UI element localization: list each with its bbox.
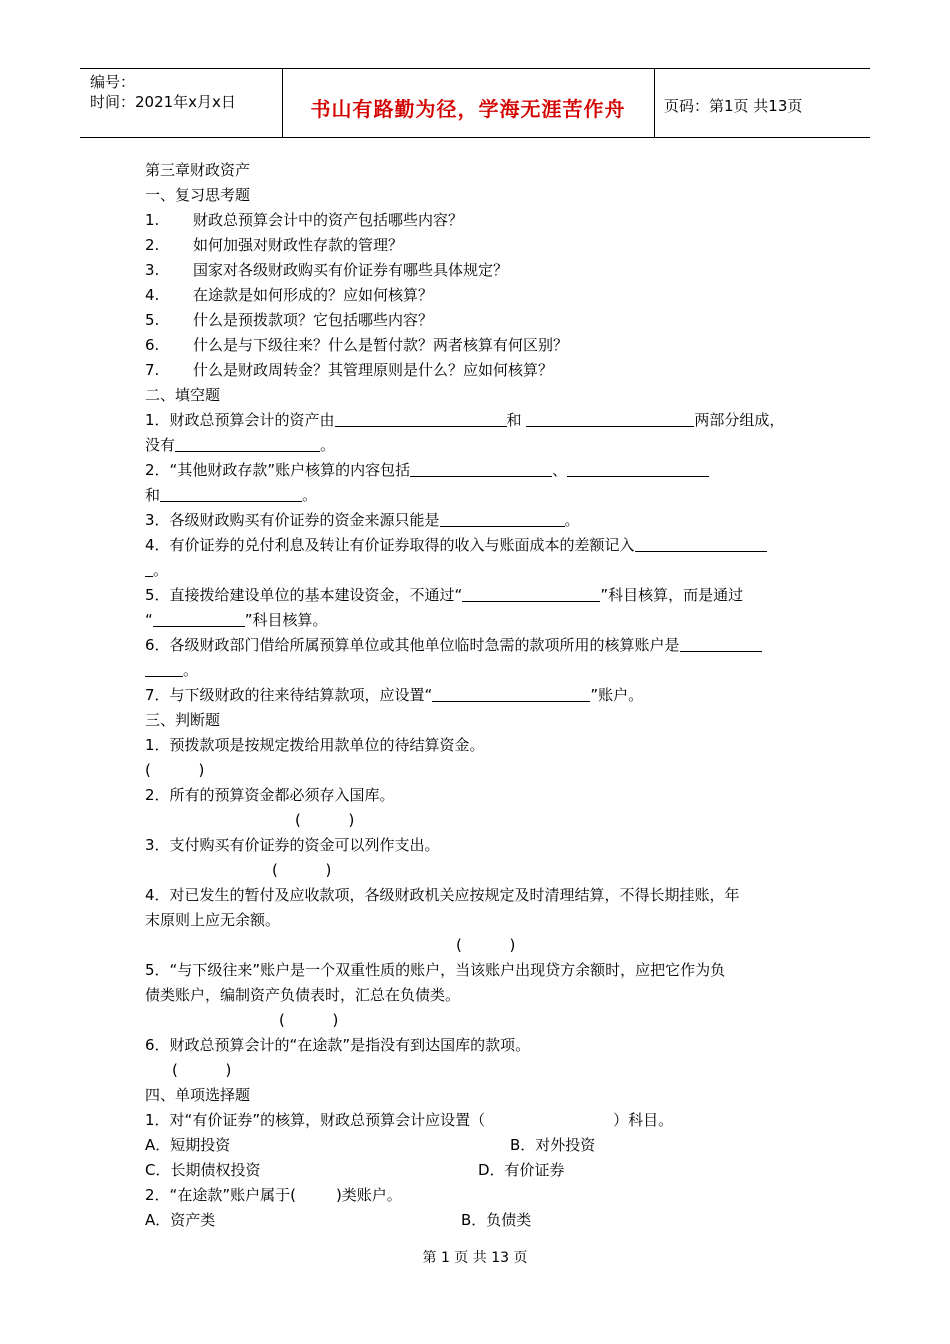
header-meta <box>80 69 283 137</box>
answer-paren[interactable]: ( ) <box>272 861 332 879</box>
fill-question: 4．有价证券的兑付利息及转让有价证券取得的收入与账面成本的差额记入 <box>145 533 825 558</box>
judge-answer <box>145 1008 825 1033</box>
question-text: 什么是与下级往来？什么是暂付款？两者核算有何区别？ <box>193 336 569 354</box>
fill-question-cont: 没有 。 <box>145 436 336 454</box>
option-b[interactable]: B．负债类 <box>461 1211 532 1229</box>
question-number: 3. <box>145 261 160 279</box>
fill-question: 6．各级财政部门借给所属预算单位或其他单位临时急需的款项所用的核算账户是 <box>145 633 825 658</box>
motto-text: 书山有路勤为径，学海无涯苦作舟 <box>310 97 626 121</box>
document-body <box>145 158 825 1233</box>
section-title: 四、单项选择题 <box>145 1086 251 1104</box>
answer-blank[interactable] <box>335 410 507 427</box>
judge-answer <box>145 858 825 883</box>
answer-paren[interactable]: ( ) <box>172 1061 232 1079</box>
answer-blank[interactable] <box>432 685 590 702</box>
option-b[interactable]: B．对外投资 <box>510 1136 596 1154</box>
answer-blank[interactable] <box>680 635 762 652</box>
question-text: 什么是财政周转金？其管理原则是什么？应如何核算？ <box>193 361 554 379</box>
option-a[interactable]: A．资产类 <box>145 1211 216 1229</box>
answer-blank[interactable] <box>567 460 709 477</box>
answer-paren[interactable]: ( ) <box>295 811 355 829</box>
question-number: 5. <box>145 311 160 329</box>
question-item <box>145 208 825 233</box>
answer-blank[interactable] <box>410 460 552 477</box>
question-item <box>145 258 825 283</box>
answer-blank[interactable] <box>153 610 245 627</box>
choice-options <box>145 1133 825 1158</box>
answer-blank[interactable] <box>526 410 694 427</box>
judge-answer <box>145 933 825 958</box>
header-motto <box>282 69 655 137</box>
choice-options <box>145 1208 825 1233</box>
question-text: 国家对各级财政购买有价证券有哪些具体规定？ <box>193 261 509 279</box>
answer-paren[interactable]: ( ) <box>279 1011 339 1029</box>
section-title: 二、填空题 <box>145 386 221 404</box>
option-c[interactable]: C．长期债权投资 <box>145 1161 261 1179</box>
header-page <box>654 69 870 137</box>
answer-blank[interactable] <box>635 535 767 552</box>
choice-question: 2．“在途款”账户属于( )类账户。 <box>145 1186 402 1204</box>
judge-question: 4．对已发生的暂付及应收款项，各级财政机关应按规定及时清理结算，不得长期挂账，年 <box>145 886 740 904</box>
judge-answer <box>145 1058 825 1083</box>
judge-question: 2．所有的预算资金都必须存入国库。 <box>145 786 395 804</box>
fill-question: 7．与下级财政的往来待结算款项，应设置“ ”账户。 <box>145 686 644 704</box>
question-number: 1. <box>145 211 160 229</box>
question-item <box>145 358 825 383</box>
page-footer: 第 1 页 共 13 页 <box>422 1250 528 1266</box>
judge-question-cont: 末原则上应无余额。 <box>145 911 281 929</box>
question-text: 在途款是如何形成的？应如何核算？ <box>193 286 434 304</box>
code-label: 编号： <box>90 73 136 91</box>
option-d[interactable]: D．有价证券 <box>478 1161 565 1179</box>
judge-question: 5．“与下级往来”账户是一个双重性质的账户，当该账户出现贷方余额时，应把它作为负 <box>145 961 726 979</box>
fill-question: 5．直接拨给建设单位的基本建设资金，不通过“ ”科目核算，而是通过 <box>145 586 744 604</box>
fill-question-cont: 。 <box>145 658 825 683</box>
question-number: 4. <box>145 286 160 304</box>
fill-question-cont: 和 。 <box>145 486 318 504</box>
question-item <box>145 308 825 333</box>
answer-paren[interactable]: ( ) <box>145 761 205 779</box>
section-title: 一、复习思考题 <box>145 186 251 204</box>
date-label: 时间：2021年x月x日 <box>90 93 236 111</box>
chapter-title: 第三章财政资产 <box>145 161 251 179</box>
question-number: 6. <box>145 336 160 354</box>
judge-answer <box>145 758 825 783</box>
question-item <box>145 233 825 258</box>
answer-blank[interactable] <box>462 585 600 602</box>
question-item <box>145 333 825 358</box>
judge-question-cont: 债类账户，编制资产负债表时，汇总在负债类。 <box>145 986 461 1004</box>
question-text: 什么是预拨款项？它包括哪些内容？ <box>193 311 434 329</box>
option-a[interactable]: A．短期投资 <box>145 1136 231 1154</box>
answer-blank[interactable] <box>160 485 302 502</box>
page-header <box>80 68 870 138</box>
question-item <box>145 283 825 308</box>
judge-question: 3．支付购买有价证券的资金可以列作支出。 <box>145 836 440 854</box>
question-number: 7. <box>145 361 160 379</box>
answer-paren[interactable]: ( ) <box>456 936 516 954</box>
judge-question: 1．预拨款项是按规定拨给用款单位的待结算资金。 <box>145 736 485 754</box>
answer-blank[interactable] <box>175 435 320 452</box>
question-text: 如何加强对财政性存款的管理？ <box>193 236 404 254</box>
question-number: 2. <box>145 236 160 254</box>
answer-blank[interactable] <box>145 660 183 677</box>
question-text: 财政总预算会计中的资产包括哪些内容？ <box>193 211 464 229</box>
page-info: 页码：第1页 共13页 <box>664 97 803 115</box>
fill-question: 3．各级财政购买有价证券的资金来源只能是 。 <box>145 511 580 529</box>
fill-question: 1．财政总预算会计的资产由 和 两部分组成， <box>145 411 785 429</box>
answer-blank[interactable] <box>440 510 565 527</box>
fill-question-cont: 。 <box>145 558 825 583</box>
choice-question: 1．对“有价证券”的核算，财政总预算会计应设置（ ）科目。 <box>145 1111 674 1129</box>
judge-answer <box>145 808 825 833</box>
fill-question: 2．“其他财政存款”账户核算的内容包括 、 <box>145 458 825 483</box>
section-title: 三、判断题 <box>145 711 221 729</box>
answer-blank[interactable] <box>145 560 153 577</box>
fill-question-cont: “ ”科目核算。 <box>145 611 328 629</box>
choice-options <box>145 1158 825 1183</box>
judge-question: 6．财政总预算会计的“在途款”是指没有到达国库的款项。 <box>145 1036 531 1054</box>
